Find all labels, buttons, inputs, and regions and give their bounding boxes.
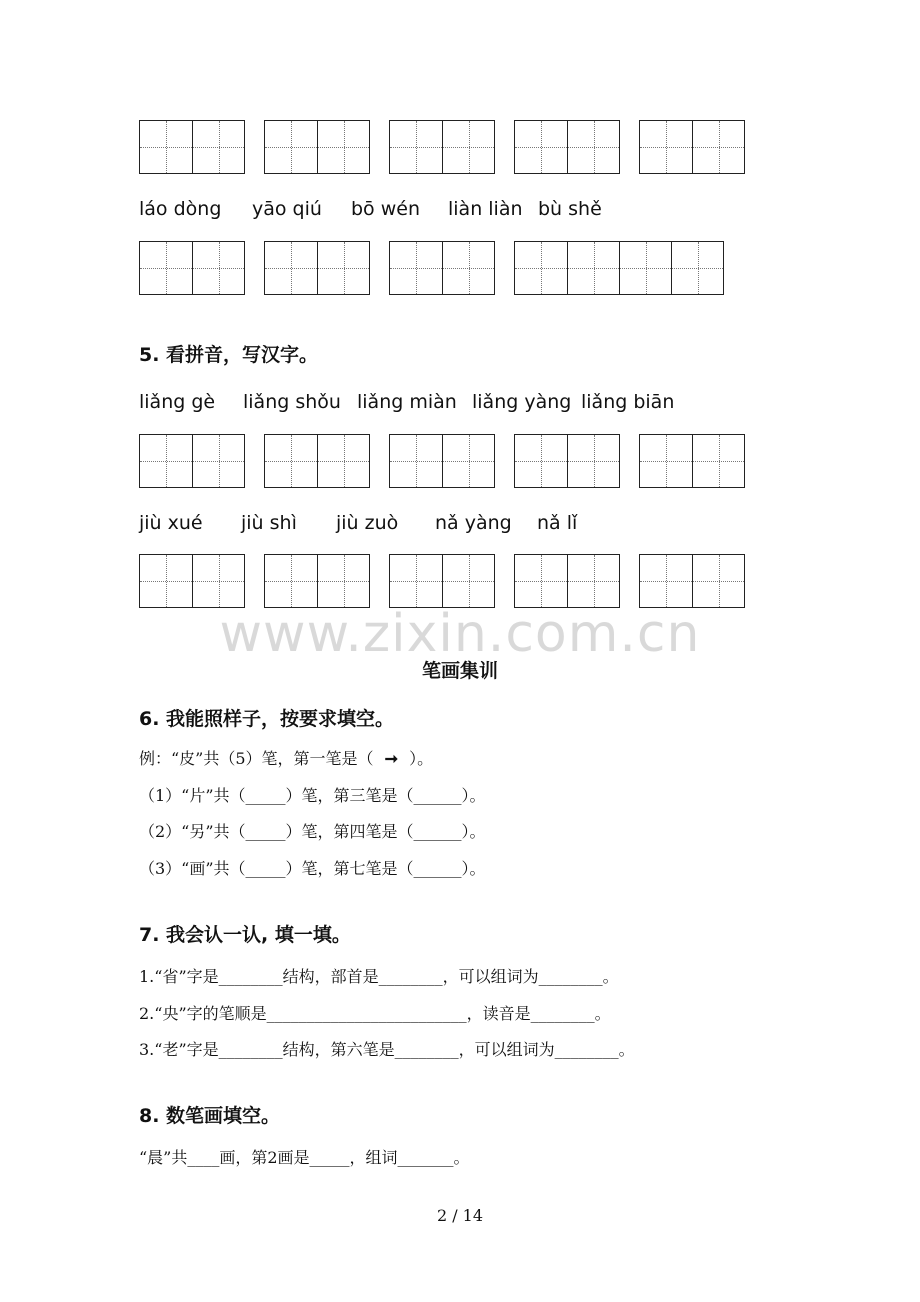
writing-grid[interactable] xyxy=(389,241,495,295)
pinyin-label: liǎng shǒu xyxy=(243,391,341,413)
exercise-line[interactable]: （2）“另”共（_____）笔，第四笔是（______）。 xyxy=(139,822,486,841)
pinyin-label: nǎ yàng xyxy=(435,512,512,534)
exercise-line[interactable]: （1）“片”共（_____）笔，第三笔是（______）。 xyxy=(139,786,486,805)
writing-grid[interactable] xyxy=(389,120,495,174)
writing-grid[interactable] xyxy=(264,241,370,295)
pinyin-label: bō wén xyxy=(351,198,420,220)
pinyin-label: jiù xué xyxy=(139,512,203,534)
writing-grid[interactable] xyxy=(639,120,745,174)
writing-grid[interactable] xyxy=(264,434,370,488)
example-line xyxy=(139,746,433,769)
writing-grid[interactable] xyxy=(264,120,370,174)
writing-grid[interactable] xyxy=(514,241,724,295)
pinyin-label: liàn liàn xyxy=(448,198,523,220)
stroke-arrow-icon: ➞ xyxy=(384,749,399,768)
question-8-title: 8. 数笔画填空。 xyxy=(139,1105,281,1127)
example-end: ）。 xyxy=(409,749,434,768)
page-number: 2 / 14 xyxy=(436,1206,484,1225)
exercise-line[interactable]: 3.“老”字是________结构，第六笔是________，可以组词为________。 xyxy=(139,1040,635,1059)
exercise-line[interactable]: “晨”共____画，第2画是_____，组词_______。 xyxy=(139,1148,470,1167)
pinyin-label: nǎ lǐ xyxy=(537,512,578,534)
pinyin-label: bù shě xyxy=(538,198,602,220)
question-5-title: 5. 看拼音，写汉字。 xyxy=(139,344,319,366)
exercise-line[interactable]: 2.“央”字的笔顺是_________________________，读音是________。 xyxy=(139,1004,611,1023)
writing-grid[interactable] xyxy=(514,120,620,174)
pinyin-label: jiù zuò xyxy=(336,512,399,534)
writing-grid[interactable] xyxy=(264,554,370,608)
writing-grid[interactable] xyxy=(139,554,245,608)
exercise-line[interactable]: （3）“画”共（_____）笔，第七笔是（______）。 xyxy=(139,859,486,878)
writing-grid[interactable] xyxy=(139,120,245,174)
pinyin-label: liǎng miàn xyxy=(357,391,457,413)
writing-grid[interactable] xyxy=(139,241,245,295)
writing-grid[interactable] xyxy=(639,554,745,608)
writing-grid[interactable] xyxy=(139,434,245,488)
writing-grid[interactable] xyxy=(639,434,745,488)
section-title: 笔画集训 xyxy=(421,660,498,682)
example-text: 例：“皮”共（5）笔，第一笔是（ xyxy=(139,749,374,768)
pinyin-label: liǎng gè xyxy=(139,391,216,413)
watermark: www.zixin.com.cn xyxy=(219,604,701,664)
writing-grid[interactable] xyxy=(514,554,620,608)
pinyin-label: liǎng biān xyxy=(581,391,675,413)
pinyin-label: liǎng yàng xyxy=(472,391,572,413)
pinyin-label: láo dòng xyxy=(139,198,222,220)
writing-grid[interactable] xyxy=(514,434,620,488)
pinyin-label: jiù shì xyxy=(241,512,297,534)
writing-grid[interactable] xyxy=(389,434,495,488)
question-7-title: 7. 我会认一认, 填一填。 xyxy=(139,924,351,946)
writing-grid[interactable] xyxy=(389,554,495,608)
question-6-title: 6. 我能照样子，按要求填空。 xyxy=(139,708,395,730)
exercise-line[interactable]: 1.“省”字是________结构，部首是________，可以组词为________。 xyxy=(139,967,619,986)
pinyin-label: yāo qiú xyxy=(252,198,322,220)
